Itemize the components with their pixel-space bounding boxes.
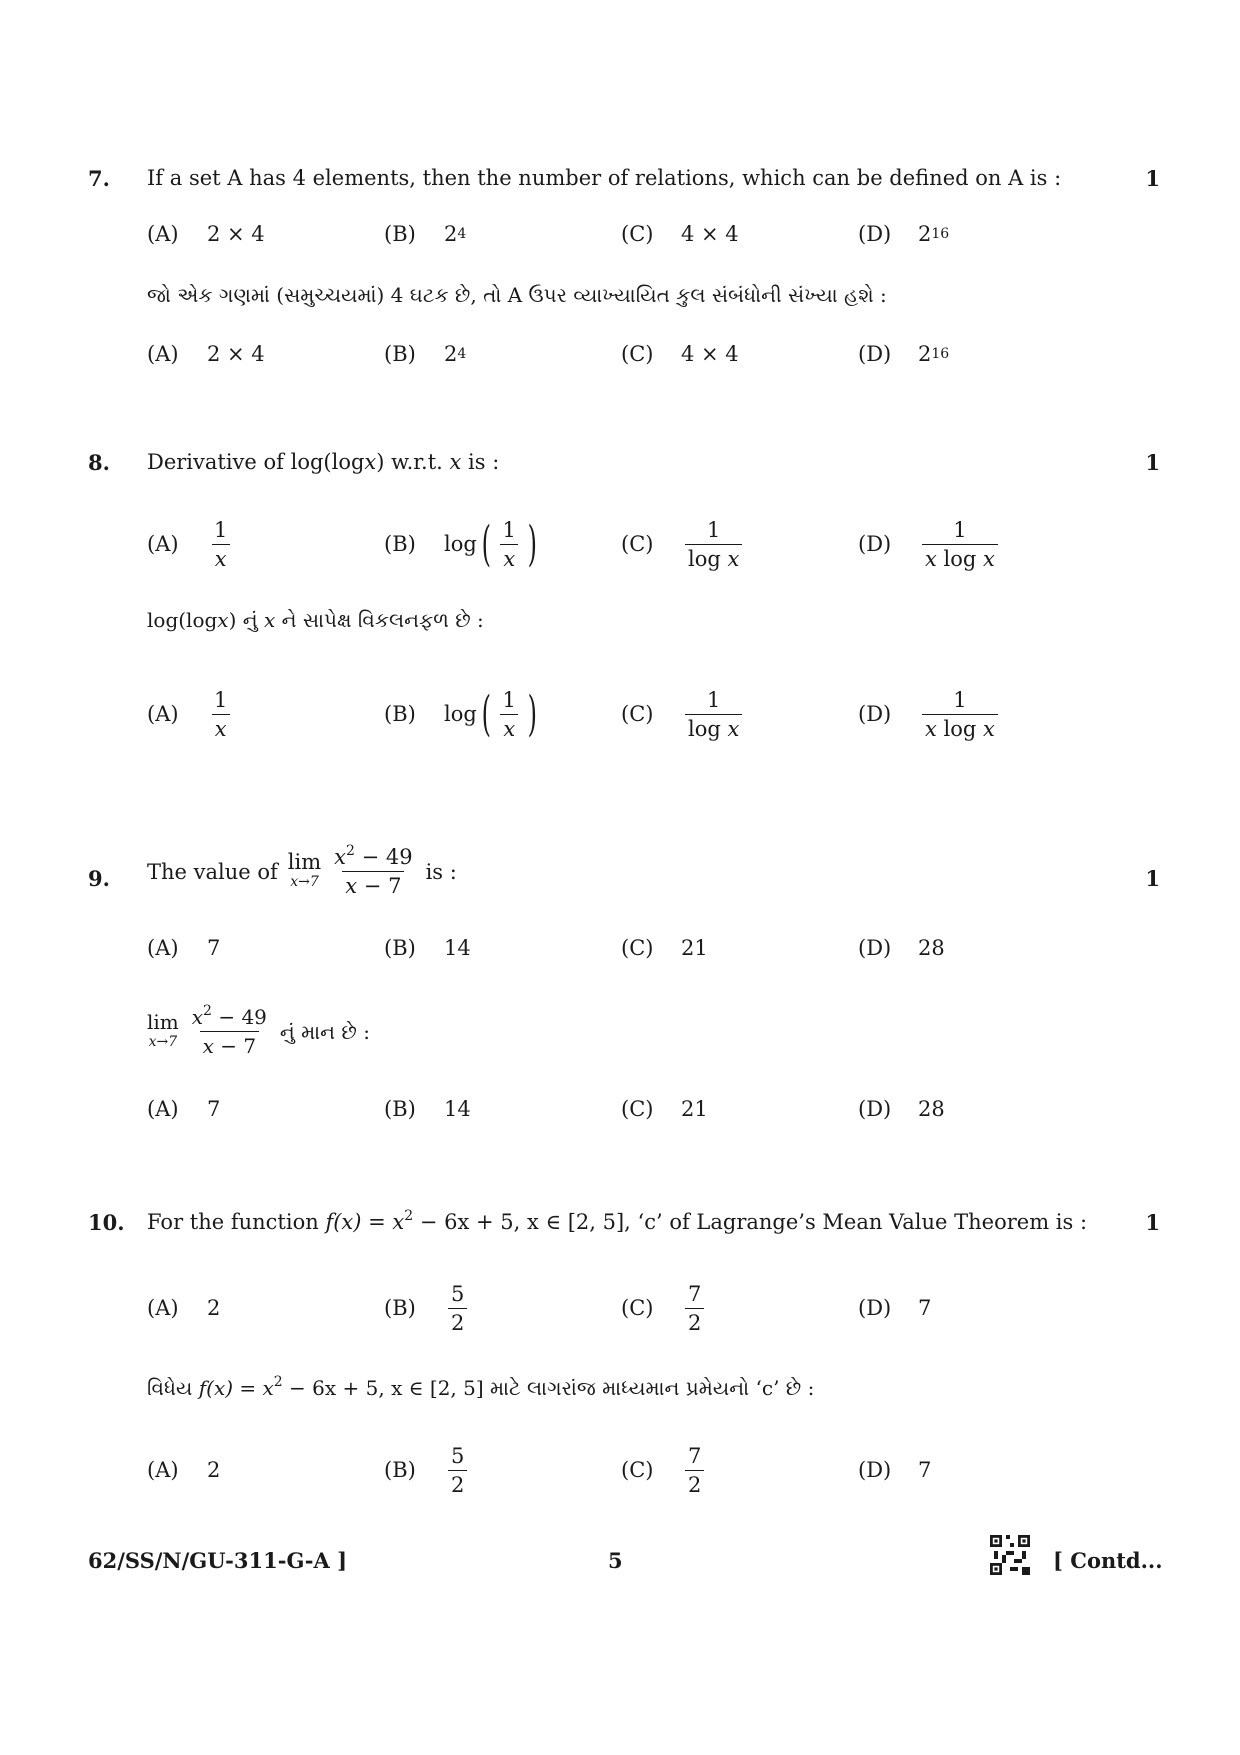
option-d: (D) 28 [858, 1097, 945, 1121]
question-10-gujarati: વિધેય $f(x) = x^2 - 6x + 5$, x ∈ [2, 5] માટે લાગરાંજ માધ્યમાન પ્રમેયનો ‘c’ છે : [147, 1374, 815, 1400]
question-9-mark: 1 [1145, 866, 1160, 891]
option-a: (A) $\frac{1}{x}$ [147, 684, 234, 744]
option-c: (C) 21 [621, 936, 708, 960]
paper-code: 62/SS/N/GU-311-G-A ] [88, 1548, 348, 1573]
option-a: (A) $\frac{1}{x}$ [147, 514, 234, 574]
option-b: (B) 14 [384, 936, 471, 960]
option-d: (D) 7 [858, 1296, 932, 1320]
question-9-options-gu [147, 1079, 1097, 1139]
option-c: (C) 4 × 4 [621, 342, 739, 366]
question-8-options-en [147, 514, 1097, 574]
option-b: (B) log ( $\frac{1}{x}$ ) [384, 516, 537, 572]
question-10-options-en [147, 1278, 1097, 1338]
qr-code-icon [990, 1535, 1030, 1575]
question-7-gujarati: જો એક ગણમાં (સમુચ્ચયમાં) 4 ઘટક છે, તો A ઉપર વ્યાખ્યાયિત કુલ સંબંધોની સંખ્યા હશે : [147, 283, 887, 307]
option-d: (D) 2 16 [858, 222, 950, 246]
question-9-number: 9. [88, 866, 110, 891]
option-a: (A) 7 [147, 936, 221, 960]
question-8-mark: 1 [1145, 450, 1160, 475]
question-7-number: 7. [88, 166, 110, 191]
option-c: (C) $\frac{7}{2}$ [621, 1440, 708, 1500]
option-a: (A) 2 × 4 [147, 342, 265, 366]
question-8-text: Derivative of log(logx) w.r.t. x is : [147, 450, 500, 474]
option-b: (B) 14 [384, 1097, 471, 1121]
question-10-number: 10. [88, 1210, 125, 1235]
option-d: (D) 2 16 [858, 342, 950, 366]
question-9-text: The value of lim x→7 $\frac{x^2 - 49}{x - 7}$ is : [147, 843, 457, 898]
question-7-options-gu [147, 324, 1097, 384]
option-a: (A) 2 × 4 [147, 222, 265, 246]
question-10-mark: 1 [1145, 1210, 1160, 1235]
option-a: (A) 7 [147, 1097, 221, 1121]
option-d: (D) $\frac{1}{\text{x log x}}$ [858, 684, 1002, 744]
option-d: (D) 28 [858, 936, 945, 960]
option-a: (A) 2 [147, 1296, 221, 1320]
question-10-text: For the function $f(x) = x^2 - 6x + 5$, x ∈ [2, 5], ‘c’ of Lagrange’s Mean Value Theorem is : [147, 1208, 1088, 1234]
option-c: (C) $\frac{1}{\text{log x}}$ [621, 514, 746, 574]
limit-operator: lim x→7 [287, 849, 322, 890]
option-b: (B) $\frac{5}{2}$ [384, 1440, 471, 1500]
page-number: 5 [608, 1548, 623, 1573]
question-9-options-en [147, 918, 1097, 978]
limit-operator: lim x→7 [147, 1009, 179, 1050]
continued-label: [ Contd... [1053, 1548, 1163, 1573]
question-7-mark: 1 [1145, 166, 1160, 191]
question-7-options-en [147, 204, 1097, 264]
question-9-gujarati: lim x→7 $\frac{x^2 - 49}{x - 7}$ નું માન છે : [147, 1003, 370, 1058]
option-c: (C) $\frac{1}{\text{log x}}$ [621, 684, 746, 744]
option-b: (B) log ( $\frac{1}{x}$ ) [384, 686, 537, 742]
option-c: (C) $\frac{7}{2}$ [621, 1278, 708, 1338]
option-a: (A) 2 [147, 1458, 221, 1482]
option-c: (C) 4 × 4 [621, 222, 739, 246]
question-8-number: 8. [88, 450, 110, 475]
question-8-gujarati: log(logx) નું x ને સાપેક્ષ વિકલનફળ છે : [147, 608, 484, 632]
question-10-options-gu [147, 1440, 1097, 1500]
option-d: (D) $\frac{1}{\text{x log x}}$ [858, 514, 1002, 574]
option-b: (B) $\frac{5}{2}$ [384, 1278, 471, 1338]
option-b: (B) 2 4 [384, 222, 467, 246]
question-7-text: If a set A has 4 elements, then the number of relations, which can be defined on A is : [147, 166, 1062, 190]
option-d: (D) 7 [858, 1458, 932, 1482]
question-8-options-gu [147, 684, 1097, 744]
option-b: (B) 2 4 [384, 342, 467, 366]
option-c: (C) 21 [621, 1097, 708, 1121]
